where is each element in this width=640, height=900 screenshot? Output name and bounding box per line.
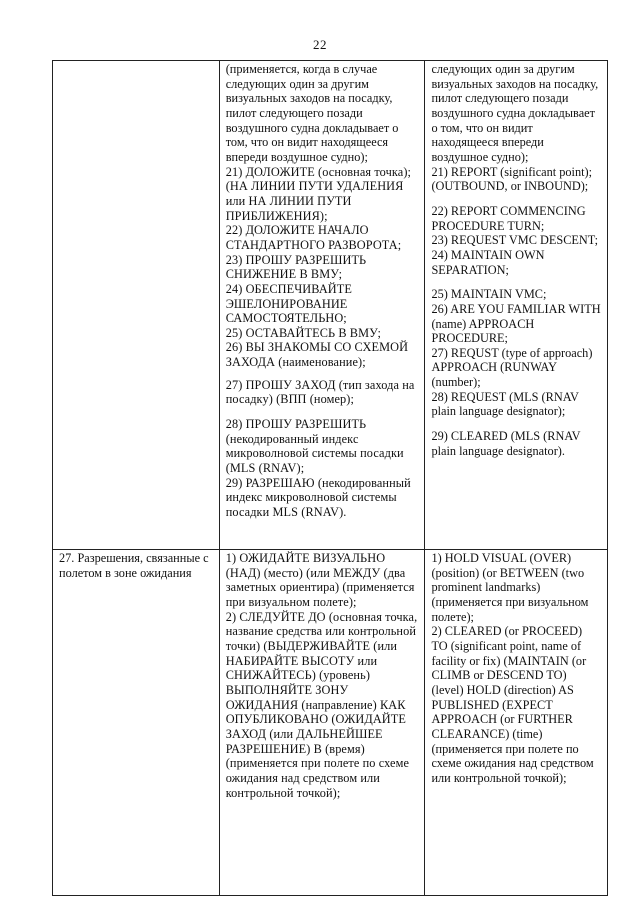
english-phrase-cell bbox=[425, 550, 608, 896]
list-item: 26) ARE YOU FAMILIAR WITH (name) APPROACH PROCEDURE; bbox=[431, 301, 601, 346]
list-item: 29) РАЗРЕШАЮ (некодированный индекс микроволновой системы посадки MLS (RNAV). bbox=[225, 475, 411, 520]
list-item: 21) REPORT (significant point); (OUTBOUND, or INBOUND); bbox=[431, 164, 593, 194]
list-item: 29) CLEARED (MLS (RNAV plain language designator). bbox=[431, 429, 581, 458]
list-item: 25) MAINTAIN VMC; bbox=[431, 287, 547, 302]
list-item: 2) СЛЕДУЙТЕ ДО (основная точка, название средства или контрольной точки) (ВЫДЕРЖИВАЙТЕ (или НАБИРАЙТЕ ВЫСОТУ или СНИЖАЙТЕСЬ) (уровень) ВЫПОЛНЯЙТЕ ЗОНУ ОЖИДАНИЯ (направление) КАК ОПУБЛИКОВАНО (ОЖИДАЙТЕ ЗАХОД (или ДАЛЬНЕЙШЕЕ РАЗРЕШЕНИЕ) В (время) (применяется при полете по схеме ожидания над средством или контрольной точкой); bbox=[225, 609, 418, 800]
list-item: 27) REQUST (type of approach) APPROACH (RUNWAY (number); bbox=[431, 345, 593, 390]
table-row bbox=[53, 550, 608, 896]
list-item: 27) ПРОШУ ЗАХОД (тип захода на посадку) (ВПП (номер); bbox=[225, 377, 415, 407]
russian-phrase-cell bbox=[219, 61, 425, 550]
list-item: 22) ДОЛОЖИТЕ НАЧАЛО СТАНДАРТНОГО РАЗВОРОТА; bbox=[225, 223, 402, 252]
list-item: 28) ПРОШУ РАЗРЕШИТЬ (некодированный индекс микроволновой системы посадки (MLS (RNAV); bbox=[225, 417, 404, 476]
list-item: 24) ОБЕСПЕЧИВАЙТЕ ЭШЕЛОНИРОВАНИЕ САМОСТОЯТЕЛЬНО; bbox=[225, 281, 352, 326]
list-item: 23) REQUEST VMC DESCENT; bbox=[431, 233, 599, 248]
list-item: 22) REPORT COMMENCING PROCEDURE TURN; bbox=[431, 203, 586, 233]
list-item: 1) HOLD VISUAL (OVER) (position) (or BETWEEN (two prominent landmarks) (применяется при визуальном полете); bbox=[431, 551, 589, 624]
list-item: 25) ОСТАВАЙТЕСЬ В ВМУ; bbox=[225, 325, 381, 340]
list-item: 28) REQUEST (MLS (RNAV plain language designator); bbox=[431, 389, 579, 419]
table-row bbox=[53, 61, 608, 550]
situation-cell bbox=[53, 61, 220, 550]
list-item: 1) ОЖИДАЙТЕ ВИЗУАЛЬНО (НАД) (место) (или МЕЖДУ (два заметных ориентира) (применяется при визуальном полете); bbox=[225, 551, 415, 609]
list-item: 2) CLEARED (or PROCEED) TO (significant point, name of facility or fix) (MAINTAIN (or CLIMB or DESCEND TO) (level) HOLD (direction) AS PUBLISHED (EXPECT APPROACH (or FURTHER CLEARANCE) (time) (применяется при полете по схеме ожидания над средством или контрольной точкой); bbox=[431, 624, 594, 785]
list-item: 24) MAINTAIN OWN SEPARATION; bbox=[431, 247, 545, 277]
phraseology-table bbox=[52, 60, 608, 896]
list-item: 21) ДОЛОЖИТЕ (основная точка); (НА ЛИНИИ ПУТИ УДАЛЕНИЯ или НА ЛИНИИ ПУТИ ПРИБЛИЖЕНИЯ); bbox=[225, 164, 412, 223]
russian-phrase-cell bbox=[219, 550, 425, 896]
list-item: 23) ПРОШУ РАЗРЕШИТЬ СНИЖЕНИЕ В ВМУ; bbox=[225, 252, 367, 282]
list-item: (применяется, когда в случае следующих один за другим визуальных заходов на посадку, пилот следующего позади воздушного судна докладывает о том, что он видит находящееся впереди воздушное судно); bbox=[225, 62, 399, 164]
list-item: следующих один за другим визуальных заходов на посадку, пилот следующего позади воздушного судна докладывает о том, что он видит находящееся впереди воздушное судно); bbox=[431, 62, 599, 164]
page-number: 22 bbox=[313, 37, 327, 52]
english-phrase-cell bbox=[425, 61, 608, 550]
situation-cell: 27. Разрешения, связанные с полетом в зоне ожидания bbox=[53, 550, 220, 896]
list-item: 26) ВЫ ЗНАКОМЫ СО СХЕМОЙ ЗАХОДА (наименование); bbox=[225, 340, 409, 370]
